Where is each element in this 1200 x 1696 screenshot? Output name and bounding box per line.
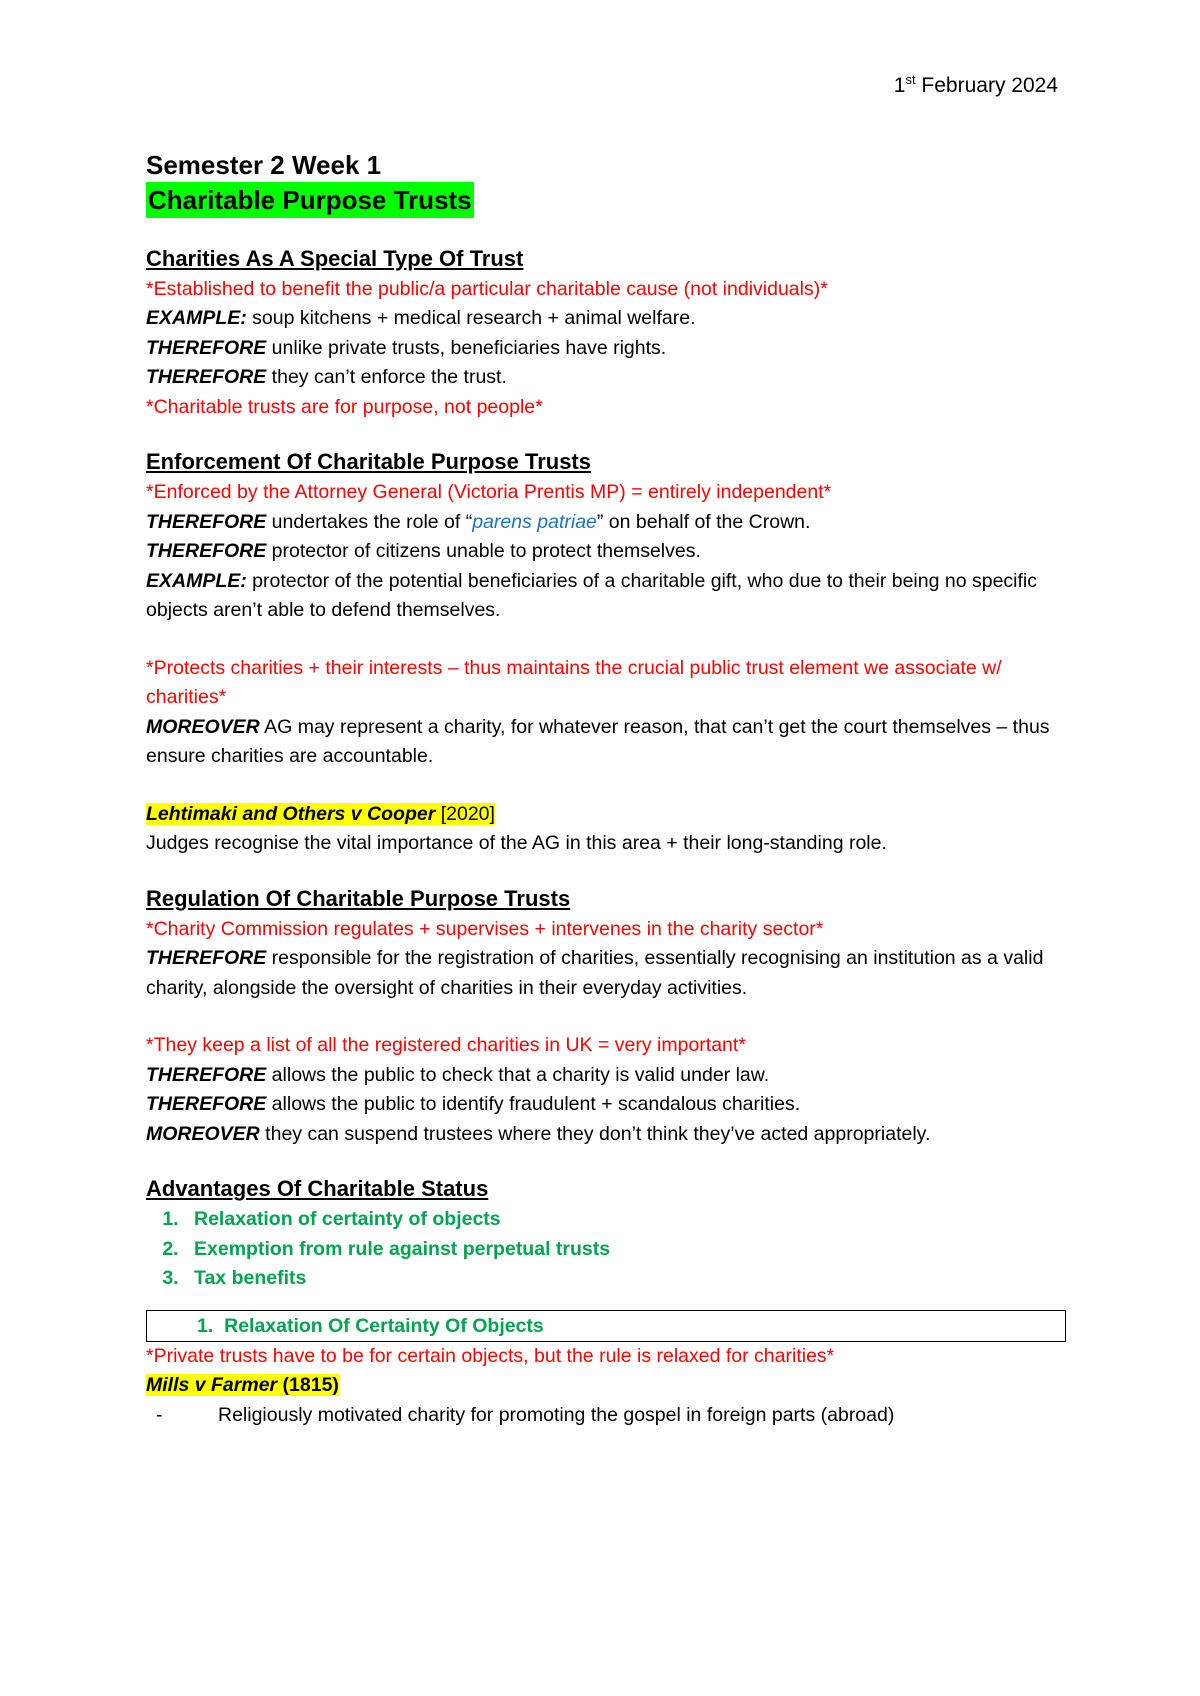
paragraph: MOREOVER AG may represent a charity, for whatever reason, that can’t get the court themselves – thus ensure charities are accountable.: [146, 715, 1050, 767]
advantages-list: [146, 1205, 1066, 1294]
list-item: 2. Exemption from rule against perpetual trusts: [184, 1235, 1066, 1265]
paragraph: THEREFORE allows the public to check that a charity is valid under law.: [146, 1063, 770, 1086]
list-item: 3. Tax benefits: [184, 1264, 1066, 1294]
note-red: *Charity Commission regulates + supervises + intervenes in the charity sector*: [146, 917, 824, 940]
case-name: Mills v Farmer: [146, 1374, 278, 1396]
list-item: - Religiously motivated charity for promoting the gospel in foreign parts (abroad): [146, 1401, 1066, 1431]
paragraph: THEREFORE responsible for the registration of charities, essentially recognising an institution as a valid charity, alongside the oversight of charities in their everyday activities.: [146, 947, 1044, 999]
paragraph: THEREFORE unlike private trusts, beneficiaries have rights.: [146, 336, 667, 359]
case-citation: [146, 800, 1066, 830]
paragraph: Judges recognise the vital importance of the AG in this area + their long-standing role.: [146, 832, 887, 854]
paragraph: EXAMPLE: protector of the potential beneficiaries of a charitable gift, who due to their being no specific objects aren’t able to defend themselves.: [146, 569, 1037, 621]
case-year: (1815): [277, 1374, 339, 1396]
page-title: Semester 2 Week 1: [146, 150, 382, 180]
paragraph: THEREFORE undertakes the role of “parens patriae” on behalf of the Crown.: [146, 510, 811, 533]
paragraph: THEREFORE allows the public to identify fraudulent + scandalous charities.: [146, 1093, 801, 1115]
case-name: Lehtimaki and Others v Cooper: [146, 802, 436, 825]
document-body: [146, 148, 1066, 1430]
note-red: *They keep a list of all the registered charities in UK = very important*: [146, 1034, 746, 1056]
section-heading-enforcement: Enforcement Of Charitable Purpose Trusts: [146, 449, 591, 474]
case-notes-list: [146, 1401, 1066, 1431]
latin-term: parens patriae: [472, 510, 597, 533]
paragraph: THEREFORE protector of citizens unable to protect themselves.: [146, 540, 701, 562]
page-subtitle: Charitable Purpose Trusts: [146, 182, 474, 218]
document-date: [894, 72, 1058, 98]
paragraph: MOREOVER they can suspend trustees where they don’t think they’ve acted appropriately.: [146, 1122, 931, 1145]
boxed-subheading: [146, 1310, 1066, 1342]
note-red: *Enforced by the Attorney General (Victoria Prentis MP) = entirely independent*: [146, 481, 832, 503]
date-suffix: st: [905, 72, 916, 87]
box-number: 1.: [197, 1314, 214, 1337]
section-heading-charities: Charities As A Special Type Of Trust: [146, 245, 524, 271]
note-red: *Protects charities + their interests – thus maintains the crucial public trust element we associate w/ charities*: [146, 656, 1002, 708]
case-year: [2020]: [435, 802, 495, 825]
section-heading-regulation: Regulation Of Charitable Purpose Trusts: [146, 885, 571, 911]
list-item: 1. Relaxation of certainty of objects: [184, 1205, 1066, 1235]
box-title: Relaxation Of Certainty Of Objects: [224, 1314, 544, 1337]
date-day: 1: [893, 74, 906, 97]
paragraph: THEREFORE they can’t enforce the trust.: [146, 366, 507, 388]
section-heading-advantages: Advantages Of Charitable Status: [146, 1176, 489, 1201]
note-red: *Established to benefit the public/a particular charitable cause (not individuals)*: [146, 277, 828, 300]
note-red: *Charitable trusts are for purpose, not people*: [146, 395, 543, 418]
date-rest: February 2024: [915, 74, 1058, 97]
case-citation: [146, 1371, 1066, 1401]
note-red: *Private trusts have to be for certain objects, but the rule is relaxed for charities*: [146, 1344, 835, 1367]
paragraph: EXAMPLE: soup kitchens + medical research + animal welfare.: [146, 307, 696, 329]
